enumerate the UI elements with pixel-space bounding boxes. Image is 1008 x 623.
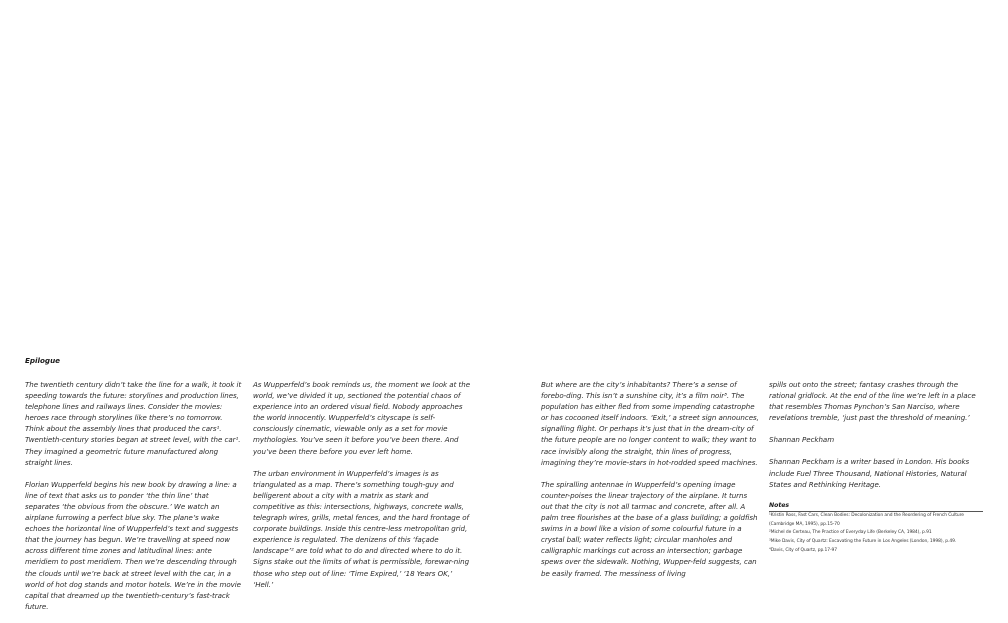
paragraph: The spiralling antennae in Wupperfeld’s opening image counter-poises the linear trajectory of the airplane. It turns out that the city is not all tarmac and concrete, after all. A palm tree flourishes at the base of a glass building; a goldfish swims in a bowl like a vision of some colourful future in a crystal ball; water reflects light; circular manholes and calligraphic markings cut across an intersection; garbage spews over the sidewalk. Nothing, Wupper-feld suggests, can be easily framed. The messiness of living [541, 479, 758, 578]
notes-heading: Notes [769, 501, 983, 512]
section-heading: Epilogue [25, 356, 61, 365]
note-item: (Cambridge MA, 1995), pp.15-70 [769, 521, 840, 527]
paragraph: spills out onto the street; fantasy crashes through the rational gridlock. At the end of the line we’re left in a place that resembles Thomas Pynchon’s San Narciso, where revelations tremble, ‘just past the threshold of meaning.’ [769, 380, 976, 423]
text-column-1 [25, 379, 243, 623]
note-item: ²Michel de Certeau, The Practice of Everyday Life (Berkeley CA, 1984), p.91 [769, 530, 932, 536]
note-item: ¹Kristin Ross, Fast Cars, Clean Bodies: Decolonization and the Reordering of French Culture [769, 512, 964, 518]
paragraph: As Wupperfeld’s book reminds us, the moment we look at the world, we’ve divided it up, sectioned the potential chaos of experience into an ordered visual field. Nobody approaches the world innocently. Wupperfeld’s cityscape is self-consciously cinematic, viewable only as a set for movie mythologies. You’ve seen it before you’ve been there. And you’ve been there before you ever left home. [253, 380, 471, 456]
text-column-2 [253, 379, 471, 601]
paragraph: The twentieth century didn’t take the line for a walk, it took it speeding towards the future: storylines and production lines, telephone lines and railways lines. Consider the movies: heroes race through storylines like there’s no tomorrow. Think about the assembly lines that produced the cars¹. Twentieth-century stories began at street level, with the car¹. They imagined a geometric future manufactured along straight lines. [25, 380, 242, 467]
note-item: ³Mike Davis, City of Quartz: Excavating the Future in Los Angeles (London, 1998), p.49. [769, 539, 957, 545]
paragraph: But where are the city’s inhabitants? There’s a sense of forebo-ding. This isn’t a sunshine city, it’s a film noir³. The population has either fled from some impending catastrophe or has cocooned itself indoors. ‘Exit,’ a street sign announces, signalling flight. Or perhaps it’s just that in the dream-city of the future people are no longer content to walk; they want to race invisibly along the straight, thin lines of progress, imagining they’re movie-stars in hot-rodded speed machines. [541, 380, 759, 467]
author-name: Shannan Peckham [769, 435, 835, 445]
paragraph: The urban environment in Wupperfeld’s images is as triangulated as a map. There’s something tough-guy and belligerent about a city with a matrix as stark and competitive as this: intersections, highways, concrete walls, telegraph wires, grills, metal fences, and the hard frontage of corporate buildings. Inside this centre-less metropolitan grid, experience is regulated. The denizens of this ‘façade landscape’² are told what to do and directed where to do it. Signs stake out the limits of what is permissible, forewar-ning those who step out of line: ‘Time Expired,’ ‘18 Years OK,’ ‘Hell.’ [253, 468, 470, 589]
text-column-4 [769, 379, 987, 556]
author-bio: Shannan Peckham is a writer based in London. His books include Fuel Three Thousand, National Histories, Natural States and Rethinking Heritage. [769, 457, 970, 489]
note-item: ⁴Davis, City of Quartz, pp.17-97 [769, 547, 838, 553]
text-column-3 [541, 379, 759, 590]
paragraph: Florian Wupperfeld begins his new book by drawing a line: a line of text that asks us to ponder ‘the thin line’ that separates ‘the obvious from the obscure.’ We watch an airplane furrowing a perfect blue sky. The plane’s wake echoes the horizontal line of Wupperfeld’s text and suggests that the journey has begun. We’re travelling at speed now across different time zones and latitudinal lines: ante meridiem to post meridiem. Then we’re descending through the clouds until we’re back at street level with the car, in a world of hot dog stands and motor hotels. We’re in the movie capital that dreamed up the twentieth-century’s fast-track future. [25, 479, 241, 611]
